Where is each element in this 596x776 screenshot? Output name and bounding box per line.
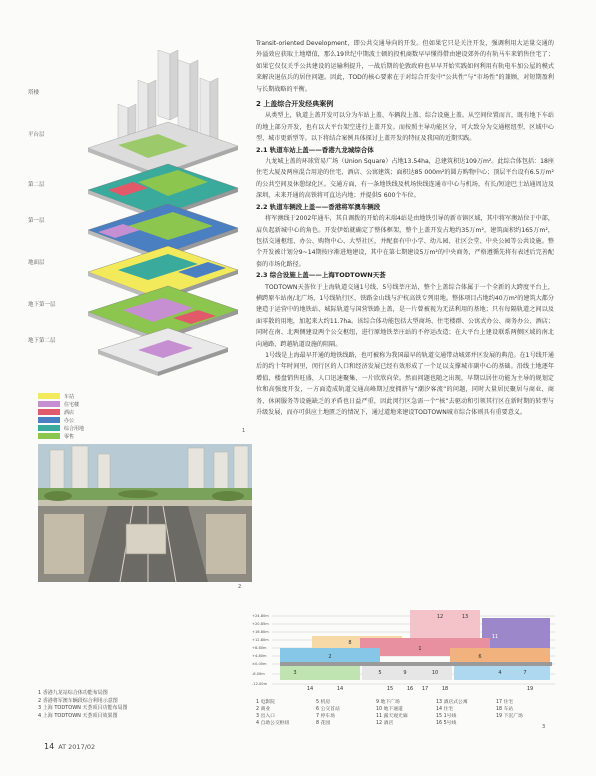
legend-entry: 15 1号线 — [436, 714, 457, 719]
depot-photo-illustration — [38, 444, 252, 582]
block-label: 8 — [348, 640, 352, 646]
block-basement-left — [280, 666, 360, 680]
level-label-b2: 地下第二层 — [28, 338, 56, 344]
block-label: 15 — [386, 686, 394, 692]
legend-entry: 2 商业 — [256, 707, 271, 712]
caption-3: 3 上海 TODTOWN 天荟项目功能布局图 — [38, 705, 128, 711]
isometric-level-diagram — [78, 50, 243, 380]
legend-item: 零售 — [38, 432, 84, 440]
legend-entry: 12 酒店 — [376, 721, 394, 726]
legend-entry: 14 住宅 — [436, 707, 454, 712]
level-tick: +8.80m — [252, 646, 267, 650]
block-label: 17 — [421, 686, 429, 692]
level-label-tower: 塔楼 — [28, 90, 40, 96]
legend-row — [256, 698, 556, 705]
function-legend — [38, 392, 84, 440]
caption-1: 1 香港九龙站综合体功能布局图 — [38, 690, 108, 696]
line1-paragraph: 1号线是上海最早开通的地铁线路，也可被称为我国最早的轨道交通带动城郊并区发展的典范。在1号线开通后的约十年时间里，闵行区的人口和经济发展已经有效形成了一个足以支撑城市副中心的基础。沿线土地逐年增值、楼盘销售旺盛，人口迅速聚集、一片欣欣向荣。然而问题也随之出现，早期以居住功能为主导的规划定位和高强度开发，一方面造成轨道交通高峰期过度拥挤与“潮汐客流”的问题，同时大量居民聚居与商业、商务、休闲服务等设施缺乏的矛盾也日益严重，因此闵行区急需一个“核”去驱动和引领其行区在新时期的转型与升级发展，而亦可供应土地匮乏的情况下，通过道地来建设TODTOWN城市综合体则具有重要意义。 — [256, 351, 554, 416]
legend-item: 办公 — [38, 416, 84, 424]
level-tick: -12.00m — [252, 682, 268, 686]
legend-entry: 1 电影院 — [256, 700, 275, 705]
legend-item: 酒店 — [38, 408, 84, 416]
legend-entry: 10 地下通道 — [376, 707, 403, 712]
block-label: 10 — [431, 670, 439, 676]
level-tick: +16.80m — [252, 630, 269, 634]
section-heading-2: 2 上盖综合开发经典案例 — [256, 100, 334, 109]
legend-entry: 9 地下广场 — [376, 700, 400, 705]
legend-row — [256, 719, 556, 726]
block-label: 14 — [306, 686, 314, 692]
block-label: 2 — [328, 654, 332, 660]
legend-entry: 6 公交首站 — [316, 707, 340, 712]
legend-entry: 17 住宅 — [496, 700, 514, 705]
legend-entry: 19 下沉广场 — [496, 714, 523, 719]
level-tick: -6.00m — [252, 672, 265, 676]
caption-4: 4 上海 TODTOWN 天荟项目效果图 — [38, 712, 118, 719]
block-label: 5 — [378, 670, 382, 676]
level-label-l1: 第一层 — [28, 218, 45, 224]
block-label: 11 — [491, 634, 499, 640]
page-folio — [44, 742, 95, 751]
level-label-platform: 平台层 — [28, 132, 45, 138]
subheading-2-1: 2.1 轨道车站上盖——香港九龙城综合体 — [256, 145, 374, 154]
subheading-2-2: 2.2 轨道车辆段上盖——香港将军澳车辆段 — [256, 202, 381, 211]
todtown-paragraph: TODTOWN天荟位于上海轨道交通1号线、5号线莘庄站，整个上盖综合体属于一个全新的大跨度平台上，横跨原车站南/北广场，1号线轨行区、铁路金山线与沪杭高铁专列用地。整体项目占地约40万m²的建筑大都分建造于运营中的地铁站、城际轨道与国营铁路上盖，是一片曾被视为无法利用的基地；只有每隔轨道之间以及面零散的用地，加起来大约11.7ha。该综合体功能包括大型商场、住宅楼群、公寓式办公、商务办公、酒店；同时在南、北两侧建设两个公交枢纽，进行原地铁莘庄站的不停运改造；在大平台上建设联系两侧区域的南北向通路，跨越轨道设施的阻隔。 — [256, 283, 554, 348]
legend-item: 住宅楼 — [38, 400, 84, 408]
block-11 — [482, 618, 550, 648]
figure-number-2: 2 — [238, 584, 242, 590]
figure-number-1: 1 — [242, 428, 246, 434]
block-label: 18 — [441, 686, 449, 692]
legend-entry: 5 机房 — [316, 700, 331, 705]
block-towers-12 — [410, 610, 480, 638]
block-label: 4 — [498, 670, 502, 676]
legend-entry: 18 车站 — [496, 707, 514, 712]
caption-2: 2 香港将军澳车辆段综合利用示意图 — [38, 697, 118, 704]
figure-captions — [38, 690, 238, 720]
basement-two — [98, 328, 228, 376]
intro-paragraph: Transit-oriented Development，即公共交通导向的开发。但如果它只是关注开发，强调利用大运量交通的外溢效应获取土地增值，那么19世纪中期波士顿的投机商数早早懂得借由建设郊外的有轨马车来销售住宅了；如果它仅仅关乎公共建设的运输利提升，一战后期的伦敦政府也早早开始实践如何利用有轨电车加公屋的模式来解决退伍兵的居住问题。因此，TOD的核心要素在于对综合开发中“公共性”与“市场性”的兼顾，对短期盈利与长期战略的平衡。 — [256, 40, 554, 93]
level-tick: +20.85m — [252, 622, 269, 626]
block-basement-right — [454, 666, 550, 680]
block-label: 13 — [461, 614, 469, 620]
page-number: 14 — [44, 742, 55, 751]
depot-photo — [38, 444, 252, 582]
legend-entry: 8 花园 — [316, 721, 331, 726]
figure-number-3: 3 — [542, 724, 546, 730]
legend-item: 车站 — [38, 392, 84, 400]
block-label: 3 — [293, 670, 297, 676]
legend-entry: 11 露天观光廊 — [376, 714, 408, 719]
legend-entry: 4 自助公交枢纽 — [256, 721, 290, 726]
block-label: 16 — [406, 686, 414, 692]
level-tick: ±0.00m — [252, 662, 267, 666]
legend-entry: 16 5号线 — [436, 721, 457, 726]
section-2-paragraph: 从类型上，轨道上盖开发可以分为车站上盖、车辆段上盖、综合设施上盖。从空间位置而言，既有地下车站的地上部分开发，也有以大平台架空进行上盖开发。而按照主导功能区分，可大致分为交通枢纽型、区域中心型、城市更新型等。以下将结合案例具体探讨上盖开发的特征及我国的近期实践。 — [256, 112, 554, 143]
legend-entry: 13 酒店式公寓 — [436, 700, 468, 705]
block-label: 12 — [436, 614, 444, 620]
block-platform — [280, 662, 552, 666]
article-body — [256, 38, 554, 418]
level-label-b1: 地下第一层 — [28, 302, 56, 308]
block-label: 9 — [403, 670, 407, 676]
level-tick: +24.80m — [252, 614, 269, 618]
block-label: 6 — [478, 654, 482, 660]
block-label: 7 — [523, 670, 527, 676]
block-label: 1 — [418, 646, 422, 652]
level-label-l2: 第二层 — [28, 182, 45, 188]
subheading-2-3: 2.3 综合设施上盖——上海TODTOWN天荟 — [256, 271, 386, 280]
block-rail — [362, 666, 452, 680]
issue-label: AT 2017/02 — [58, 743, 96, 751]
legend-row — [256, 712, 556, 719]
block-retail-right — [450, 648, 550, 662]
section-legend — [256, 698, 556, 726]
kowloon-paragraph: 九龙城上盖的环球贸易广场（Union Square）占地13.54ha，总建筑积达109万m²。此综合体包括：18座住宅大厦及两座混合用途的住宅、酒店、公寓建筑；面积达85 000m²的圆方购物中心；顶层平台设有6.5万m²的公共空间及休憩绿化区。交通方面，有一条地铁线及机场快线连通市中心与机场，有长/短途巴士站通周边及深圳，未来开通的高铁将可直达内地；并提供5 600个车位。 — [256, 158, 554, 200]
level-tick: +12.80m — [252, 638, 269, 642]
block-label: 19 — [526, 686, 534, 692]
legend-row — [256, 705, 556, 712]
legend-entry: 3 出入口 — [256, 714, 275, 719]
legend-entry: 7 停车场 — [316, 714, 335, 719]
tko-paragraph: 将军澳线于2002年通车，其自调拨的开始的末端4站是由地铁引导的新市镇区域，其中将军澳站位于中部，肩负起新城中心的角色。开发伊始就确定了整体框架，整个上盖开发占地约35万m²，建筑面积约165万m²，包括交通枢纽、办公、购物中心、大型社区，并配套有中小学、幼儿园、社区会堂、中央公园等公共设施。整个开发被计划分9~14期按序渐进地建设，其中在第七期建设5万m²的中央商务，严格遵循先将有表述后完善配套的市场化路径。 — [256, 215, 554, 268]
level-label-ground: 地面层 — [28, 260, 45, 266]
legend-item: 综合用地 — [38, 424, 84, 432]
block-label: 14 — [336, 686, 344, 692]
level-tick: +4.80m — [252, 654, 267, 658]
todtown-section-diagram — [250, 608, 560, 694]
